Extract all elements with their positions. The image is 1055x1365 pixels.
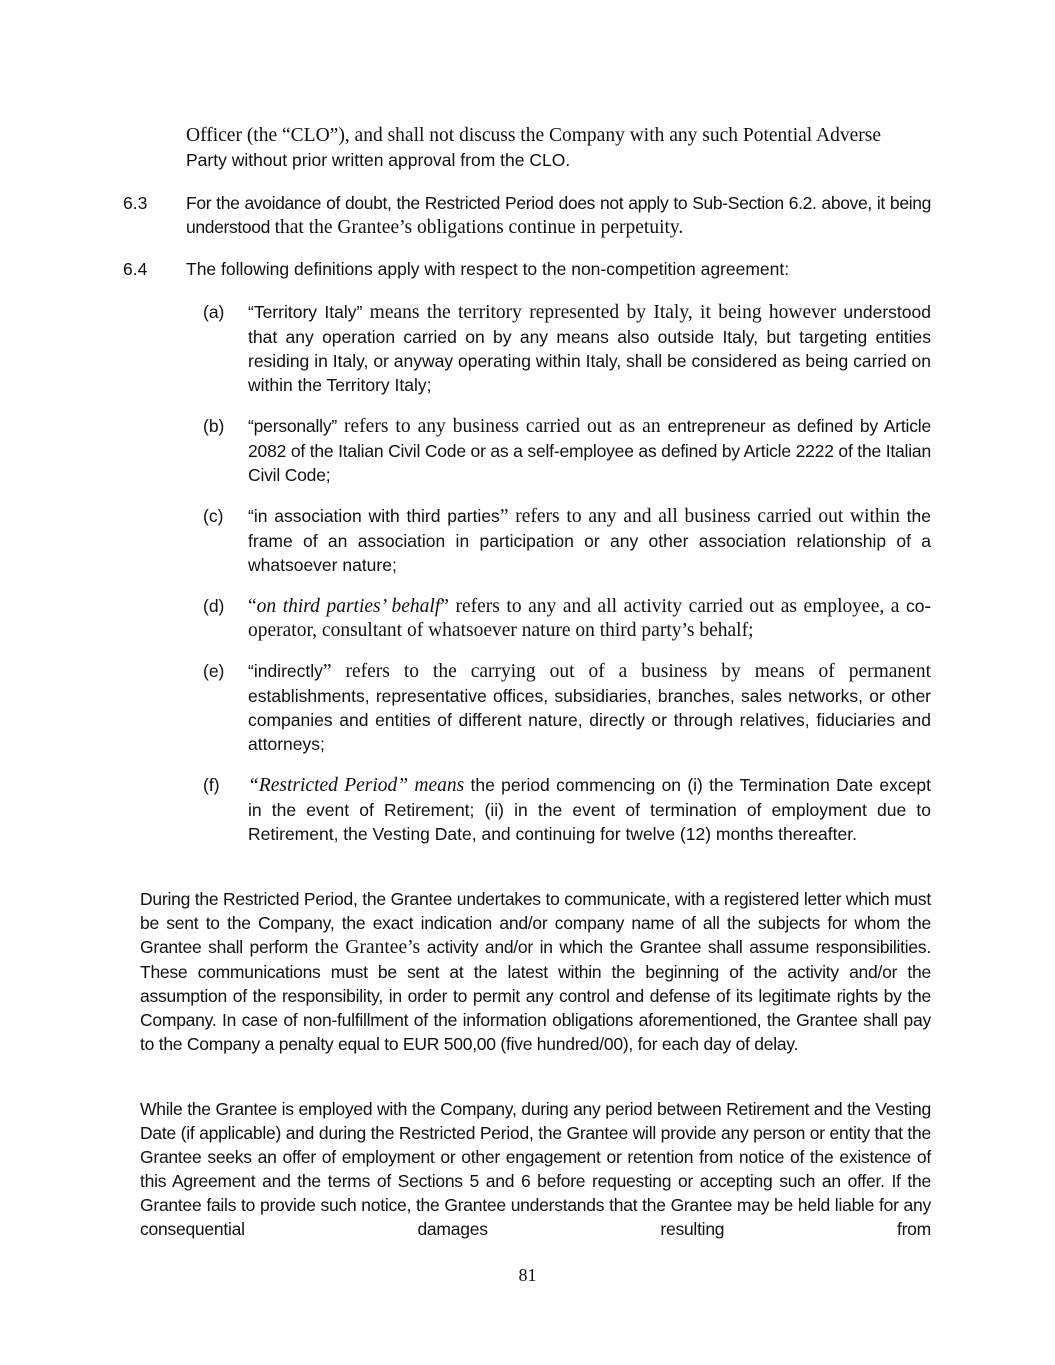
continuation-text bbox=[186, 124, 931, 172]
section-number-6-3: 6.3 bbox=[123, 193, 148, 213]
section-6-3-text-a: For the avoidance of doubt, the Restricted Period does not apply to Sub-Section 6.2. above, it being understood bbox=[186, 193, 931, 237]
definition-d-text-a: ” refers to any and all activity carried out as employee, a bbox=[440, 596, 900, 617]
definition-d-text bbox=[248, 594, 931, 643]
definition-b-text-b: entrepreneur as defined by Article 2082 of the Italian Civil Code or as a self-employee as defined by Article 2222 of the Italian Civil Code; bbox=[248, 416, 931, 485]
paragraph-1-text-b: the Grantee’s bbox=[314, 937, 421, 958]
definition-a-text bbox=[248, 300, 931, 397]
definition-d-text-c: -operator, consultant of whatsoever nature on third party’s behalf; bbox=[248, 596, 931, 641]
section-6-4-text: The following definitions apply with respect to the non-competition agreement: bbox=[186, 259, 790, 279]
definition-c-text-a: ” refers to any and all business carried out within bbox=[499, 506, 900, 527]
definition-e-text-a: ” refers to the carrying out of a business by means of permanent bbox=[322, 661, 931, 682]
paragraph-1-text-a: During the Restricted Period, the Grantee undertakes to communicate, with a registered letter which must be sent to the Company, the exact indication and/or company name of all the subjects for whom the Grantee shall perform bbox=[140, 889, 931, 957]
section-number-6-4: 6.4 bbox=[123, 259, 148, 279]
paragraph-1-text-c: activity and/or in which the Grantee shall assume responsibilities. These communications must be sent at the latest within the beginning of the activity and/or the assumption of the responsibility, in order to permit any control and defense of its legitimate rights by the Company. In case of non-fulfillment of the information obligations aforementioned, the Grantee shall pay to the Company a penalty equal to EUR 500,00 (five hundred/00), for each day of delay. bbox=[140, 937, 931, 1054]
paragraph-restricted-period-communication bbox=[140, 887, 931, 1056]
continuation-line-1: Officer (the “CLO”), and shall not discuss the Company with any such Potential Adverse bbox=[186, 125, 881, 146]
definition-e-term: “indirectly bbox=[248, 661, 323, 681]
section-6-3-text-b: that the Grantee’s obligations continue in perpetuity. bbox=[274, 217, 684, 238]
continuation-line-2: Party without prior written approval from the CLO. bbox=[186, 150, 571, 170]
definition-b-term: “personally” bbox=[248, 416, 338, 436]
definition-label-d: (d) bbox=[203, 596, 225, 616]
definition-label-c: (c) bbox=[203, 506, 224, 526]
definition-d-term: on third parties’ behalf bbox=[256, 596, 441, 617]
definition-a-term: “Territory Italy” bbox=[248, 302, 363, 322]
definition-label-a: (a) bbox=[203, 302, 225, 322]
definition-f-term: “Restricted Period” means bbox=[248, 775, 465, 796]
definition-c-term: “in association with third parties bbox=[248, 506, 500, 526]
section-6-3-text bbox=[186, 191, 931, 240]
paragraph-notice-obligation bbox=[140, 1097, 931, 1241]
definition-c-text bbox=[248, 504, 931, 577]
definition-c-text-b: the frame of an association in participation or any other association relationship of a whatsoever nature; bbox=[248, 506, 931, 575]
definition-label-b: (b) bbox=[203, 416, 225, 436]
definition-b-text-a: refers to any business carried out as an bbox=[337, 416, 668, 437]
definition-f-text-a: the period commencing on (i) the Termination Date except in the event of Retirement; (ii) in the event of termination of employment due to Retirement, the Vesting Date, and continuing for twelve (12) months thereafter. bbox=[248, 775, 931, 844]
definition-d-text-b: co bbox=[906, 596, 925, 616]
definition-a-text-b: understood that any operation carried on by any means also outside Italy, but targeting entities residing in Italy, or anyway operating within Italy, shall be considered as being carried on within the Territory Italy; bbox=[248, 302, 931, 395]
definition-a-text-a: means the territory represented by Italy, it being however bbox=[362, 302, 837, 323]
definition-b-text bbox=[248, 414, 931, 487]
definition-label-f: (f) bbox=[203, 775, 220, 795]
paragraph-2-text: While the Grantee is employed with the Company, during any period between Retirement and the Vesting Date (if applicable) and during the Restricted Period, the Grantee will provide any person or entity that the Grantee seeks an offer of employment or other engagement or retention from notice of the existence of this Agreement and the terms of Sections 5 and 6 before requesting or accepting such an offer. If the Grantee fails to provide such notice, the Grantee understands that the Grantee may be held liable for any consequential damages resulting from bbox=[140, 1099, 931, 1239]
page-number: 81 bbox=[518, 1265, 537, 1285]
definition-d-term-open: “ bbox=[248, 596, 257, 617]
definition-f-text bbox=[248, 773, 931, 846]
definition-label-e: (e) bbox=[203, 661, 225, 681]
definition-e-text-b: establishments, representative offices, subsidiaries, branches, sales networks, or other companies and entities of different nature, directly or through relatives, fiduciaries and attorneys; bbox=[248, 686, 931, 754]
definition-e-text bbox=[248, 659, 931, 756]
